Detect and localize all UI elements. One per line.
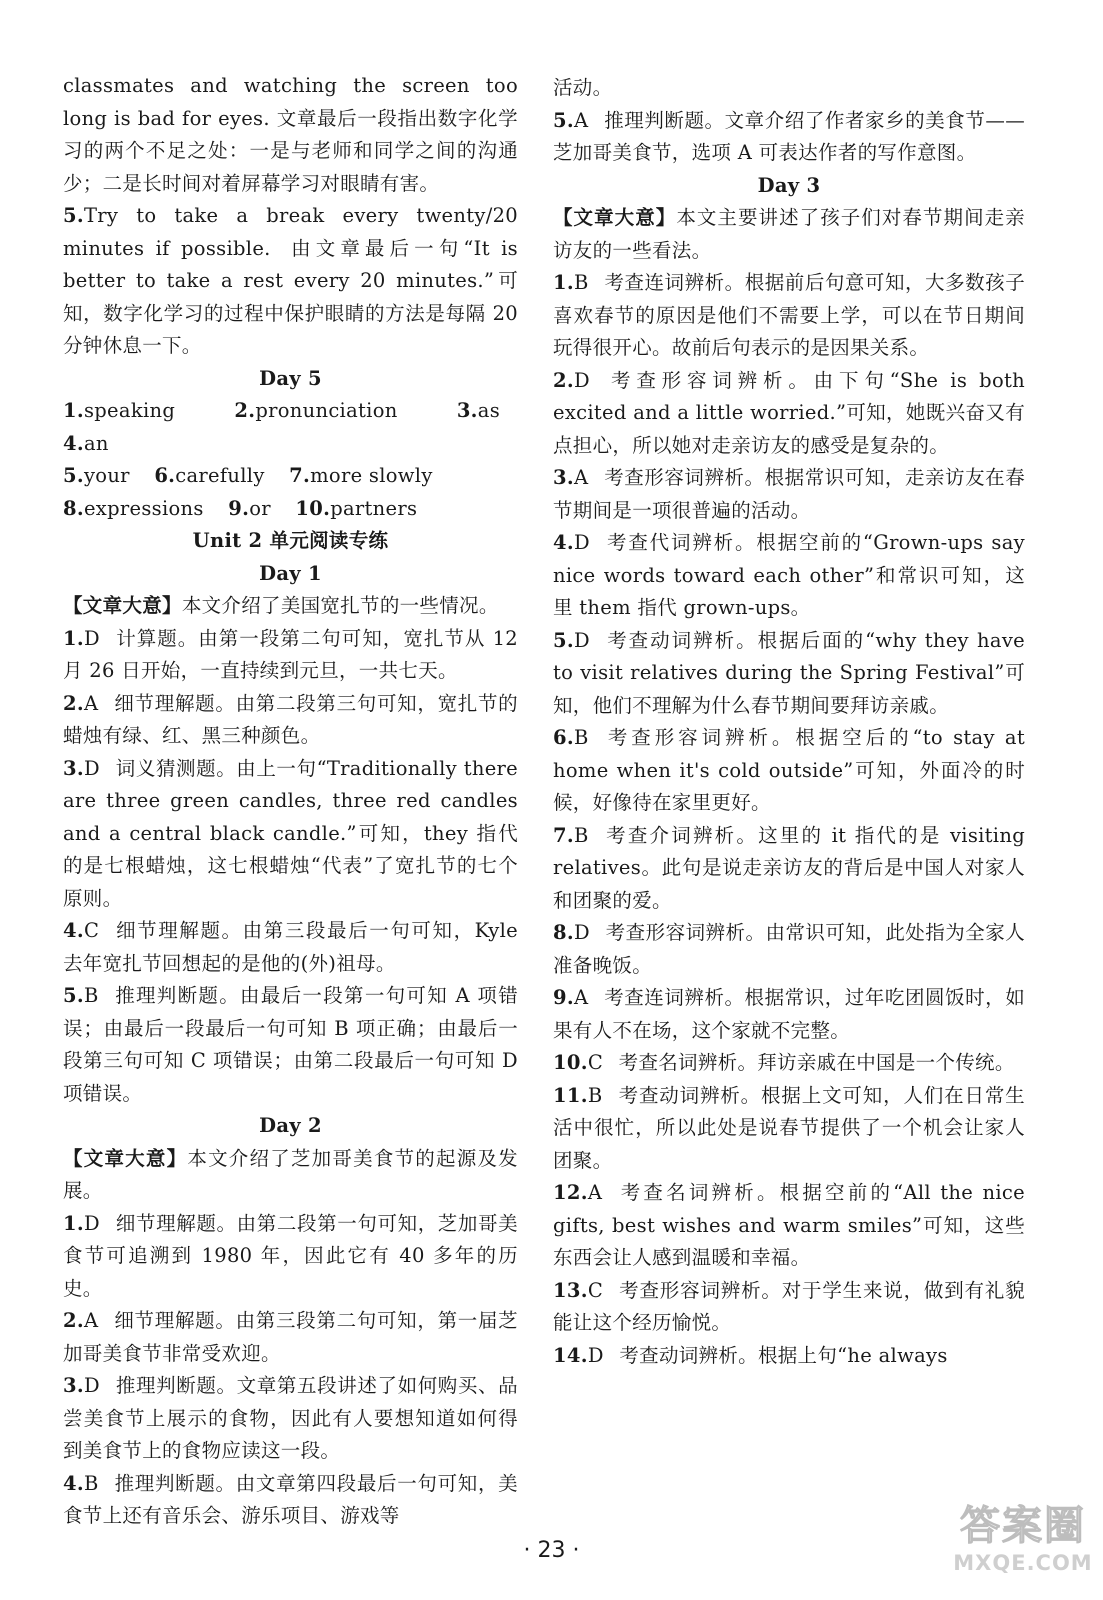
vocab-word: as — [477, 399, 501, 422]
vocab-word: your — [83, 464, 130, 487]
section-heading-day3: Day 3 — [757, 173, 821, 197]
item-explanation: 考查动词辨析。根据后面的“why they have to visit relatives during the Spring Festival”可知，他们不理解为什么春节期间要拜访亲戚。 — [553, 628, 1025, 717]
unit-heading: Unit 2 单元阅读专练 — [192, 529, 389, 552]
item-number: 5. — [63, 984, 84, 1007]
item-number: 3. — [63, 756, 84, 780]
article-summary — [63, 590, 518, 623]
answer-item — [63, 915, 518, 980]
article-summary — [553, 202, 1025, 267]
answer-item — [553, 105, 1025, 170]
item-number: 1. — [553, 271, 574, 294]
answer-item — [553, 1340, 1025, 1373]
vocab-number: 10. — [295, 496, 331, 520]
item-answer: C — [587, 1051, 604, 1074]
item-number: 3. — [553, 466, 574, 489]
answer-item — [63, 623, 518, 688]
item-answer: D — [83, 1211, 100, 1235]
intro-paragraph: classmates and watching the screen too long is bad for eyes. 文章最后一段指出数字化学习的两个不足之处：一是与老师和同学之间的沟通少；二是长时间对着屏幕学习对眼睛有害。 — [63, 74, 518, 195]
item-explanation: 计算题。由第一段第二句可知，宽扎节从 12 月 26 日开始，一直持续到元旦，一共七天。 — [63, 626, 518, 682]
item-number: 4. — [63, 1471, 84, 1495]
vocab-word: pronunciation — [255, 399, 398, 422]
vocab-row — [63, 493, 518, 526]
item-number: 10. — [553, 1051, 588, 1074]
item-explanation: 由文章最后一句“It is better to take a rest every 20 minutes.”可知，数字化学习的过程中保护眼睛的方法是每隔 20 分钟休息一下。 — [63, 236, 518, 357]
vocab-number: 4. — [63, 431, 84, 455]
item-explanation: 细节理解题。由第三段最后一句可知，Kyle 去年宽扎节回想起的是他的(外)祖母。 — [63, 919, 518, 975]
item-answer: D — [573, 368, 590, 392]
item-answer: A — [573, 466, 589, 489]
item-number: 12. — [553, 1181, 588, 1204]
article-summary — [63, 1143, 518, 1208]
answer-item — [63, 1370, 518, 1468]
item-answer: A — [83, 691, 99, 715]
item-explanation: 考查连词辨析。根据前后句意可知，大多数孩子喜欢春节的原因是他们不需要上学，可以在节日期间玩得很开心。故前后句表示的是因果关系。 — [553, 271, 1025, 359]
item-answer: D — [587, 1343, 604, 1367]
answer-item — [63, 200, 518, 363]
item-explanation: 考查形容词辨析。根据空后的“to stay at home when it's cold outside”可知，外面冷的时候，好像待在家里更好。 — [553, 726, 1025, 814]
item-explanation: 考查连词辨析。根据常识，过年吃团圆饭时，如果有人不在场，这个家就不完整。 — [553, 986, 1025, 1042]
item-answer: Try to take a break every twenty/20 minutes if possible. — [63, 204, 518, 260]
answer-item — [553, 1080, 1025, 1178]
summary-label: 【文章大意】 — [63, 1146, 188, 1170]
continued-text: 活动。 — [553, 76, 613, 99]
answer-item — [553, 1275, 1025, 1340]
item-explanation: 考查形容词辨析。由下句“She is both excited and a little worried.”可知，她既兴奋又有点担心，所以她对走亲访友的感受是复杂的。 — [553, 368, 1025, 457]
item-explanation: 细节理解题。由第二段第三句可知，宽扎节的蜡烛有绿、红、黑三种颜色。 — [63, 691, 518, 747]
vocab-number: 5. — [63, 464, 84, 487]
vocab-number: 8. — [63, 496, 84, 520]
item-answer: C — [83, 919, 100, 942]
vocab-word: or — [249, 496, 271, 520]
item-number: 3. — [63, 1374, 84, 1397]
item-explanation: 考查动词辨析。根据上文可知，人们在日常生活中很忙，所以此处是说春节提供了一个机会让家人团聚。 — [553, 1083, 1025, 1172]
item-number: 4. — [63, 919, 84, 942]
item-number: 9. — [553, 986, 574, 1009]
item-answer: D — [83, 756, 100, 780]
answer-item — [553, 917, 1025, 982]
summary-label: 【文章大意】 — [63, 594, 182, 617]
left-column — [63, 70, 518, 1533]
item-number: 2. — [553, 368, 574, 392]
item-number: 1. — [63, 1211, 84, 1235]
item-number: 7. — [553, 823, 574, 847]
item-explanation: 词义猜测题。由上一句“Traditionally there are three green candles, three red candles and a central black candle.”可知，they 指代的是七根蜡烛，这七根蜡烛“代表”了宽扎节的七个原则。 — [63, 756, 518, 910]
answer-item — [553, 982, 1025, 1047]
vocab-word: an — [83, 431, 109, 455]
answer-item — [553, 1047, 1025, 1080]
answer-item — [553, 267, 1025, 365]
answer-item — [553, 820, 1025, 918]
answer-item — [63, 980, 518, 1110]
item-number: 13. — [553, 1278, 588, 1302]
answer-item — [63, 753, 518, 916]
section-heading-day2: Day 2 — [259, 1114, 322, 1137]
item-number: 1. — [63, 626, 84, 650]
vocab-row — [63, 395, 518, 460]
item-explanation: 考查名词辨析。拜访亲戚在中国是一个传统。 — [618, 1051, 1015, 1074]
answer-item — [63, 688, 518, 753]
item-answer: D — [573, 628, 590, 652]
vocab-word: speaking — [83, 399, 176, 422]
item-answer: A — [587, 1181, 603, 1204]
vocab-number: 2. — [234, 399, 256, 422]
item-explanation: 考查名词辨析。根据空前的“All the nice gifts, best wishes and warm smiles”可知，这些东西会让人感到温暖和幸福。 — [553, 1181, 1025, 1269]
watermark-logo-text: 答案圈 — [960, 1503, 1086, 1549]
vocab-number: 1. — [63, 399, 84, 422]
vocab-word: more slowly — [310, 464, 433, 487]
answer-item — [553, 365, 1025, 463]
summary-text: 本文介绍了美国宽扎节的一些情况。 — [181, 594, 499, 617]
item-answer: B — [573, 271, 589, 294]
item-number: 5. — [63, 204, 84, 227]
answer-item — [63, 1305, 518, 1370]
item-explanation: 推理判断题。文章介绍了作者家乡的美食节——芝加哥美食节，选项 A 可表达作者的写作意图。 — [553, 108, 1025, 164]
item-answer: D — [573, 531, 590, 554]
item-number: 5. — [553, 628, 574, 652]
vocab-word: partners — [330, 496, 418, 520]
item-answer: B — [83, 984, 99, 1007]
item-answer: D — [573, 921, 590, 944]
item-answer: B — [573, 823, 589, 847]
item-answer: B — [573, 726, 589, 749]
vocab-number: 3. — [456, 399, 478, 422]
summary-label: 【文章大意】 — [553, 206, 677, 229]
item-explanation: 推理判断题。由文章第四段最后一句可知，美食节上还有音乐会、游乐项目、游戏等 — [63, 1471, 518, 1527]
item-number: 4. — [553, 531, 574, 554]
item-number: 8. — [553, 921, 574, 944]
answer-item — [553, 527, 1025, 625]
answer-item — [553, 625, 1025, 723]
item-explanation: 考查代词辨析。根据空前的“Grown-ups say nice words toward each other”和常识可知，这里 them 指代 grown-ups。 — [553, 531, 1025, 619]
page-number: · 23 · — [523, 1538, 580, 1563]
answer-item — [553, 722, 1025, 820]
item-explanation: 细节理解题。由第二段第一句可知，芝加哥美食节可追溯到 1980 年，因此它有 40 多年的历史。 — [63, 1211, 518, 1300]
answer-item — [553, 1177, 1025, 1275]
item-explanation: 细节理解题。由第三段第二句可知，第一届芝加哥美食节非常受欢迎。 — [63, 1309, 518, 1365]
vocab-word: expressions — [83, 496, 204, 520]
item-number: 6. — [553, 726, 574, 749]
item-number: 2. — [63, 1309, 84, 1332]
item-answer: B — [83, 1471, 99, 1495]
item-answer: A — [573, 108, 589, 132]
answer-item — [553, 462, 1025, 527]
answer-item — [63, 1468, 518, 1533]
item-answer: A — [573, 986, 589, 1009]
vocab-number: 9. — [228, 496, 250, 520]
item-answer: A — [83, 1309, 99, 1332]
item-explanation: 考查动词辨析。根据上句“he always — [619, 1343, 948, 1367]
right-column — [553, 72, 1025, 1372]
item-explanation: 推理判断题。文章第五段讲述了如何购买、品尝美食节上展示的食物，因此有人要想知道如何得到美食节上的食物应读这一段。 — [63, 1374, 518, 1462]
vocab-number: 7. — [289, 464, 311, 487]
item-number: 5. — [553, 108, 574, 132]
item-explanation: 推理判断题。由最后一段第一句可知 A 项错误；由最后一段最后一句可知 B 项正确；由最后一段第三句可知 C 项错误；由第二段最后一句可知 D 项错误。 — [63, 984, 518, 1105]
item-number: 11. — [553, 1083, 588, 1107]
summary-text: 本文介绍了芝加哥美食节的起源及发展。 — [63, 1146, 518, 1202]
item-explanation: 考查形容词辨析。根据常识可知，走亲访友在春节期间是一项很普遍的活动。 — [553, 466, 1025, 522]
section-heading-day1: Day 1 — [259, 561, 322, 585]
watermark-url: MXQE.COM — [953, 1551, 1093, 1575]
item-number: 14. — [553, 1343, 588, 1367]
vocab-number: 6. — [154, 464, 176, 487]
vocab-row — [63, 460, 518, 493]
summary-text: 本文主要讲述了孩子们对春节期间走亲访友的一些看法。 — [553, 206, 1025, 262]
item-explanation: 考查形容词辨析。由常识可知，此处指为全家人准备晚饭。 — [553, 921, 1025, 977]
section-heading-day5: Day 5 — [259, 366, 322, 390]
item-answer: C — [587, 1278, 604, 1302]
watermark-logo — [948, 1494, 1098, 1594]
item-answer: B — [587, 1083, 603, 1107]
item-answer: D — [83, 626, 100, 650]
vocab-word: carefully — [175, 464, 265, 487]
item-explanation: 考查介词辨析。这里的 it 指代的是 visiting relatives。此句是说走亲访友的背后是中国人对家人和团聚的爱。 — [553, 823, 1025, 912]
item-explanation: 考查形容词辨析。对于学生来说，做到有礼貌能让这个经历愉悦。 — [553, 1278, 1025, 1334]
item-answer: D — [83, 1374, 100, 1397]
answer-item — [63, 1208, 518, 1306]
item-number: 2. — [63, 691, 84, 715]
